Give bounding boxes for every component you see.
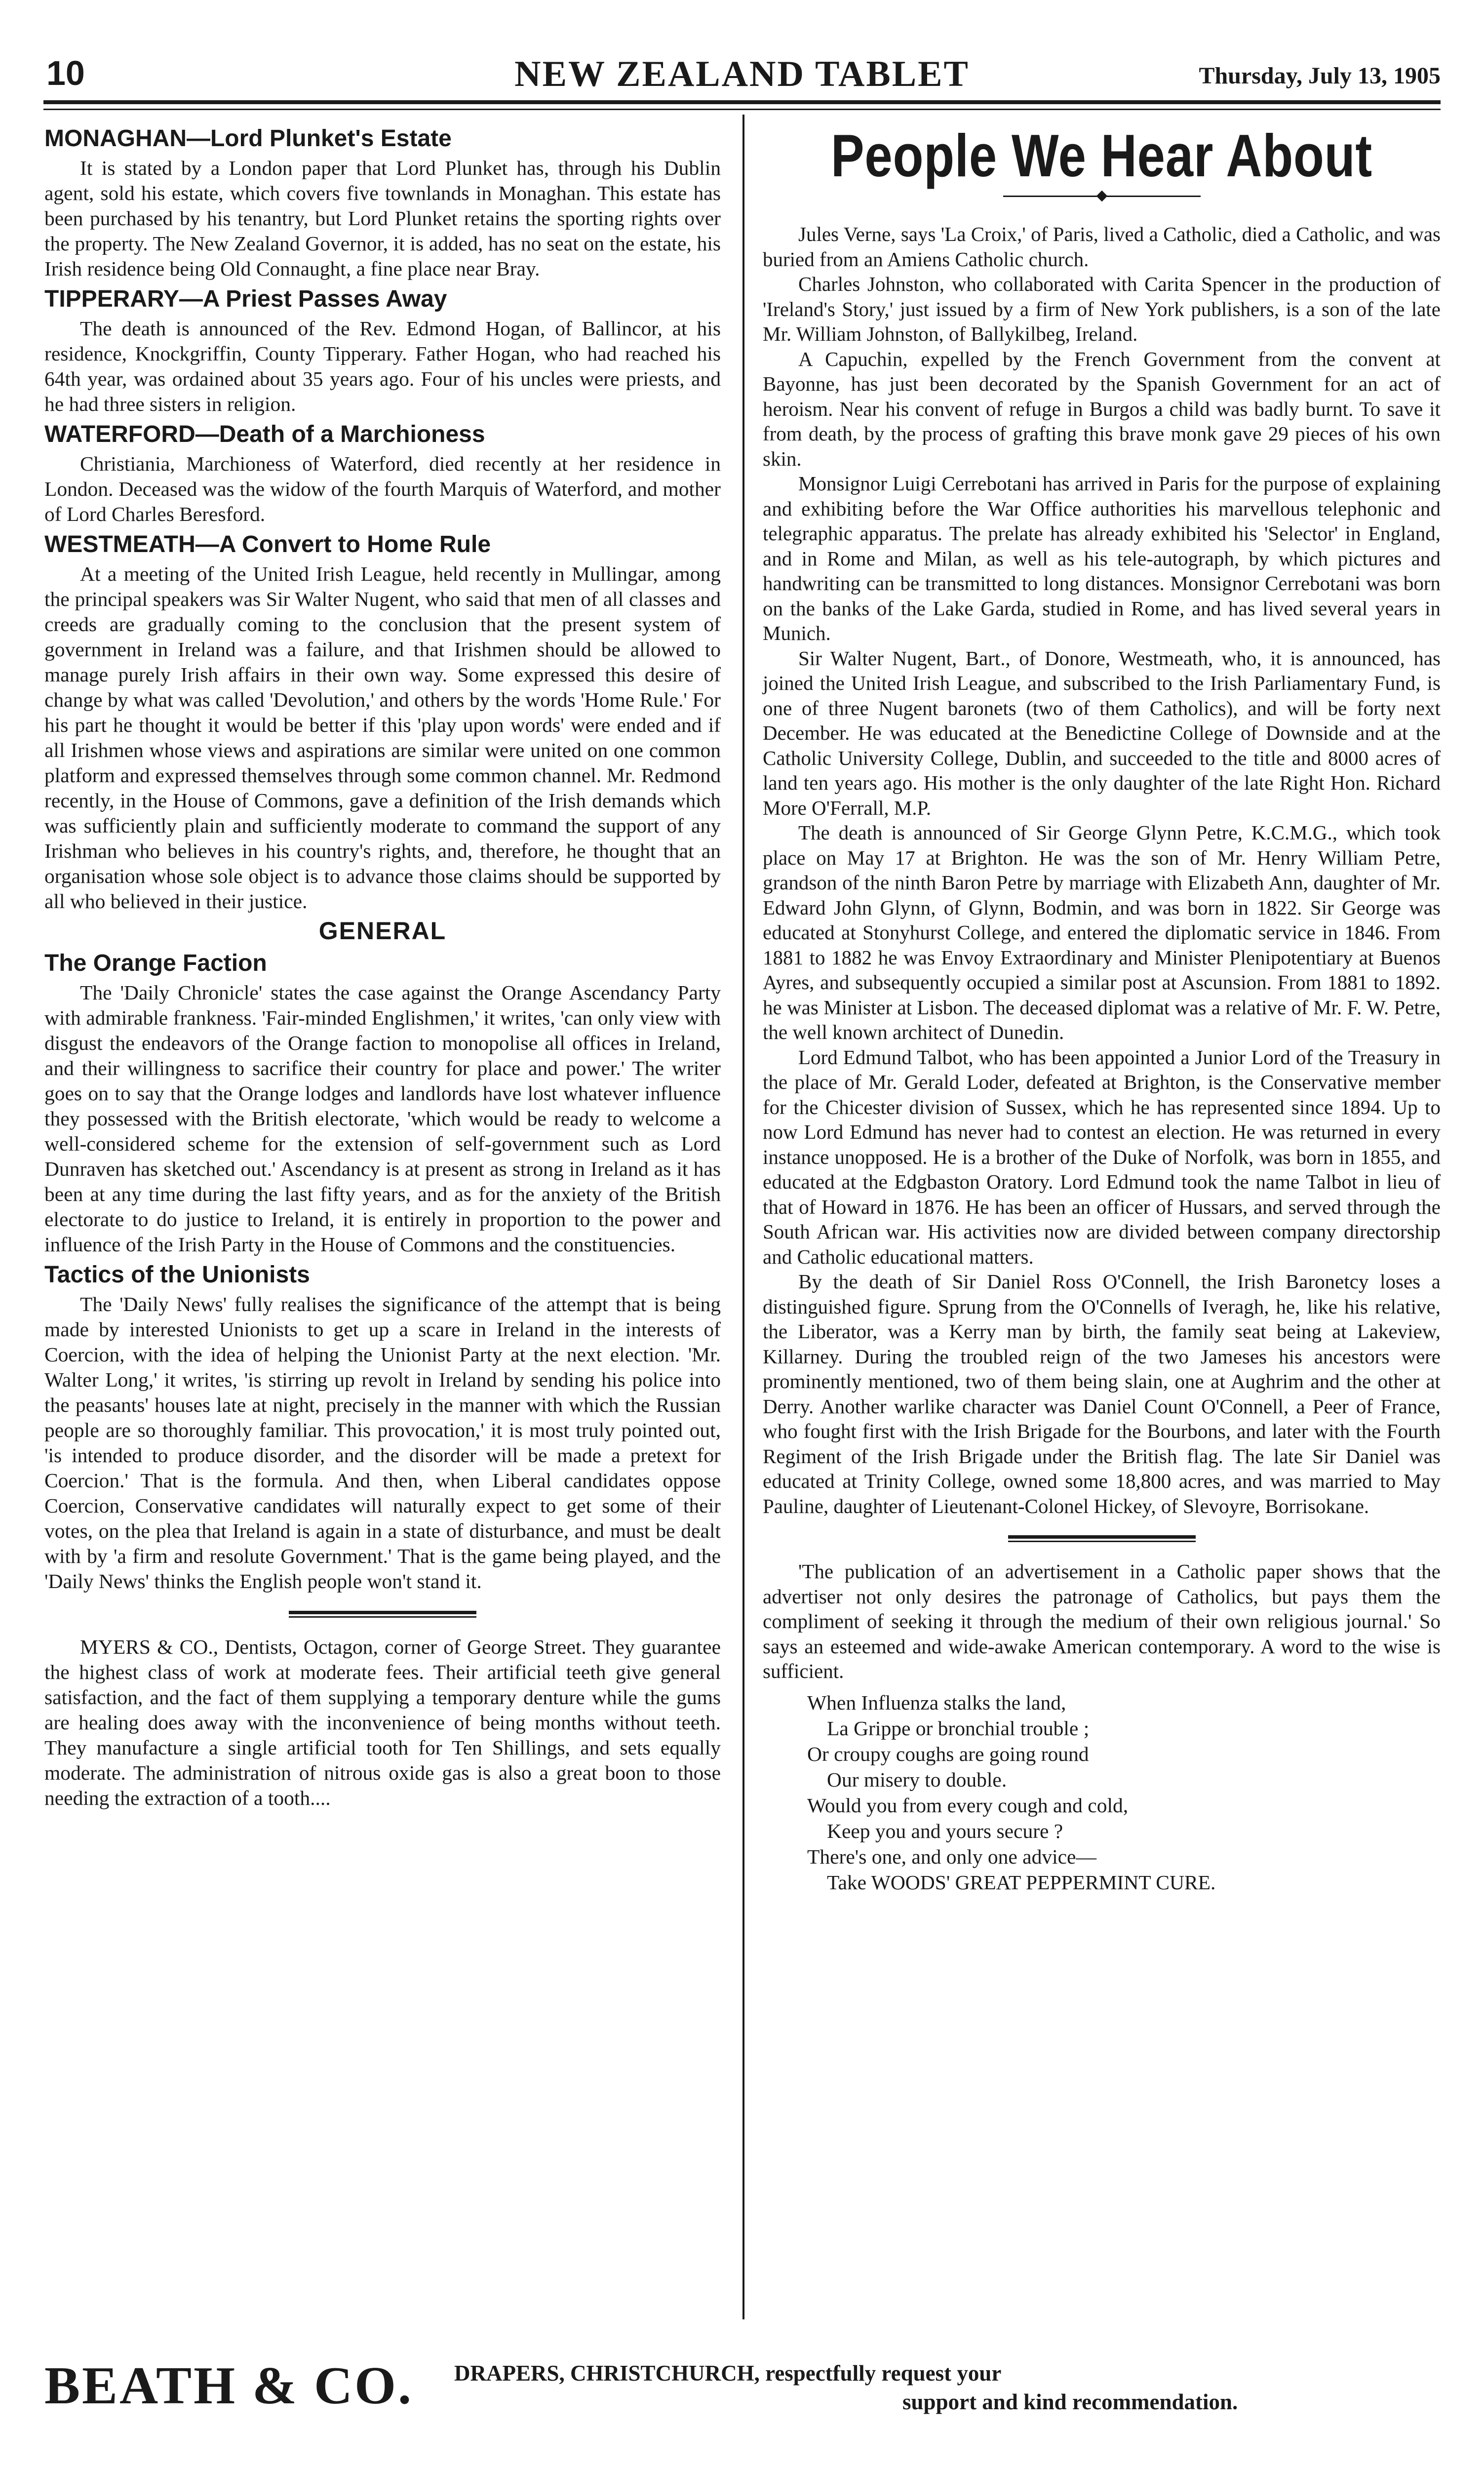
poem-line: When Influenza stalks the land, xyxy=(807,1691,1066,1714)
orange-faction-heading: The Orange Faction xyxy=(44,950,267,976)
beath-tagline-2: support and kind recommendation. xyxy=(902,2389,1238,2414)
tipperary-heading: TIPPERARY—A Priest Passes Away xyxy=(44,286,447,312)
westmeath-heading: WESTMEATH—A Convert to Home Rule xyxy=(44,531,491,558)
paragraph-daniel-oconnell: By the death of Sir Daniel Ross O'Connell, the Irish Baronetcy loses a distinguished figure. Sprung from the O'Connells of Iveragh, he, like his relative, the Liberator, was a Kerry man by birth, the family seat being at Lakeview, Killarney. During the troubled reign of the two Jameses his ancestors were prominently mentioned, two of them being slain, one at Aughrim and the other at Derry. Another warlike character was Daniel Count O'Connell, a Peer of France, who fought first with the Irish Brigade for the Bourbons, and later with the Fourth Regiment of the Irish Brigade under the British flag. The late Sir Daniel was educated at Trinity College, owned some 18,800 acres, and was married to May Pauline, daughter of Lieutenant-Colonel Hickey, of Slevoyre, Borrisokane. xyxy=(763,1270,1441,1517)
left-column xyxy=(44,121,721,1811)
paragraph-charles-johnston: Charles Johnston, who collaborated with Carita Spencer in the production of 'Ireland's Story,' just issued by a firm of New York publishers, is a son of the late Mr. William Johnston, of Ballykilbeg, Ireland. xyxy=(763,273,1441,345)
separator-rule xyxy=(289,1611,476,1614)
woods-ad-intro: 'The publication of an advertisement in a Catholic paper shows that the advertiser not only desires the patronage of Catholics, but pays them the compliment of seeking it through the medium of their own religious journal.' So says an esteemed and wide-awake American contemporary. A word to the wise is sufficient. xyxy=(763,1560,1441,1682)
waterford-heading: WATERFORD—Death of a Marchioness xyxy=(44,421,485,447)
monaghan-heading: MONAGHAN—Lord Plunket's Estate xyxy=(44,125,452,152)
poem-line: Take WOODS' GREAT PEPPERMINT CURE. xyxy=(827,1871,1216,1894)
title-ornament xyxy=(763,192,1441,200)
separator-rule-thin xyxy=(1008,1541,1196,1542)
paragraph-glynn-petre: The death is announced of Sir George Glynn Petre, K.C.M.G., which took place on May 17 at Brighton. He was the son of Mr. Henry William Petre, grandson of the ninth Baron Petre by marriage with Elizabeth Ann, daughter of Mr. Edward John Glynn, of Glynn, Bodmin, and was born in 1822. Sir George was educated at Stonyhurst College, and entered the diplomatic service in 1846. From 1881 to 1882 he was Envoy Extraordinary and Minister Plenipotentiary at Buenos Ayres, and subsequently occupied a similar post at Ascunsion. From 1881 to 1892. he was Minister at Lisbon. The deceased diplomat was a relative of Mr. F. W. Petre, the well known architect of Dunedin. xyxy=(763,821,1441,1043)
paragraph-jules-verne: Jules Verne, says 'La Croix,' of Paris, lived a Catholic, died a Catholic, and was buried from an Amiens Catholic church. xyxy=(763,223,1441,271)
beath-tagline-1: DRAPERS, CHRISTCHURCH, respectfully request your xyxy=(454,2361,1002,2386)
paragraph-cerrebotani: Monsignor Luigi Cerrebotani has arrived in Paris for the purpose of explaining and exhibiting before the War Office authorities his marvellous telephonic and telegraphic apparatus. The prelate has already exhibited his 'Selector' in England, and in Rome and Milan, as well as his tele-autograph, by which pictures and handwriting can be transmitted to long distances. Monsignor Cerrebotani was born on the banks of the Lake Garda, studied in Rome, and has lived several years in Munich. xyxy=(763,472,1441,644)
paragraph-capuchin: A Capuchin, expelled by the French Government from the convent at Bayonne, has just been decorated by the Spanish Government for an act of heroism. Near his convent of refuge in Burgos a child was badly burnt. To save it from death, by the process of grafting this brave monk gave 29 pieces of his own skin. xyxy=(763,347,1441,470)
unionist-tactics-heading: Tactics of the Unionists xyxy=(44,1262,310,1288)
beath-brand: BEATH & CO. xyxy=(44,2356,414,2415)
poem-line: There's one, and only one advice— xyxy=(807,1845,1096,1868)
peppermint-cure-poem xyxy=(763,1690,1441,1895)
poem-line: La Grippe or bronchial trouble ; xyxy=(827,1716,1090,1740)
issue-date: Thursday, July 13, 1905 xyxy=(1199,63,1441,89)
paragraph-edmund-talbot: Lord Edmund Talbot, who has been appointed a Junior Lord of the Treasury in the place of Mr. Gerald Loder, defeated at Brighton, is the Conservative member for the Chicester division of Sussex, which he has represented since 1894. Up to now Lord Edmund has never had to contest an election. He was returned in every instance unopposed. He is a brother of the Duke of Norfolk, was born in 1855, and educated at the Edgbaston Oratory. Lord Edmund took the name Talbot in lieu of that of Howard in 1876. He has been an officer of Hussars, and served through the South African war. His activities now are divided between company directorship and Catholic educational matters. xyxy=(763,1045,1441,1268)
poem-line: Or croupy coughs are going round xyxy=(807,1742,1089,1765)
tipperary-article: The death is announced of the Rev. Edmond Hogan, of Ballincor, at his residence, Knockgriffin, County Tipperary. Father Hogan, who had reached his 64th year, was ordained about 35 years ago. Four of his uncles were priests, and he had three sisters in religion. xyxy=(44,317,721,415)
masthead xyxy=(43,49,1441,96)
poem-line: Would you from every cough and cold, xyxy=(807,1793,1129,1817)
orange-faction-article: The 'Daily Chronicle' states the case against the Orange Ascendancy Party with admirable frankness. 'Fair-minded Englishmen,' it writes, 'can only view with disgust the endeavors of the Orange faction to monopolise all offices in Ireland, and their willingness to sacrifice their country for place and power.' The writer goes on to say that the Orange lodges and landlords have lost whatever influence they possessed with the British electorate, 'which would be ready to welcome a well-considered scheme for the extension of self-government such as Lord Dunraven has sketched out.' Ascendancy is at present as strong in Ireland as it has been at any time during the last fifty years, and as for the anxiety of the British electorate to do justice to Ireland, it is entirely in proportion to the power and influence of the Irish Party in the House of Commons and the constituencies. xyxy=(44,981,721,1256)
separator-rule-thin xyxy=(289,1616,476,1618)
masthead-rule-thin xyxy=(43,109,1441,110)
general-heading: GENERAL xyxy=(318,917,447,945)
masthead-rule-thick xyxy=(43,100,1441,104)
poem-line: Our misery to double. xyxy=(827,1768,1007,1791)
column-divider xyxy=(742,115,744,2319)
publication-title: NEW ZEALAND TABLET xyxy=(514,54,970,94)
separator-rule xyxy=(1008,1535,1196,1539)
myers-dentists-ad: MYERS & CO., Dentists, Octagon, corner of George Street. They guarantee the highest class of work at moderate fees. Their artificial teeth give general satisfaction, and the fact of them supplying a temporary denture while the gums are healing does away with the inconvenience of being months without teeth. They manufacture a single artificial tooth for Ten Shillings, and sets equally moderate. The administration of nitrous oxide gas is also a great boon to those needing the extraction of a tooth.... xyxy=(44,1635,721,1809)
unionist-tactics-article: The 'Daily News' fully realises the significance of the attempt that is being made by interested Unionists to get up a scare in Ireland in the interests of Coercion, with the idea of helping the Unionist Party at the next election. 'Mr. Walter Long,' it writes, 'is stirring up revolt in Ireland by sending his police into the peasants' houses late at night, precisely in the manner with which the Russian people are so thoroughly familiar. This provocation,' it is most truly pointed out, 'is intended to produce disorder, and the disorder will be made a pretext for Coercion.' That is the formula. And then, when Liberal candidates oppose Coercion, Conservative candidates will naturally expect to get some of their votes, on the plea that Ireland is again in a state of disturbance, and must be dealt with by 'a firm and resolute Government.' That is the game being played, and the 'Daily News' thinks the English people won't stand it. xyxy=(44,1293,721,1593)
waterford-article: Christiania, Marchioness of Waterford, died recently at her residence in London. Deceased was the widow of the fourth Marquis of Waterford, and mother of Lord Charles Beresford. xyxy=(44,452,721,525)
poem-line: Keep you and yours secure ? xyxy=(827,1819,1063,1842)
paragraph-walter-nugent: Sir Walter Nugent, Bart., of Donore, Westmeath, who, it is announced, has joined the United Irish League, and subscribed to the Irish Parliamentary Fund, is one of three Nugent baronets (two of them Catholics), and will be forty next December. He was educated at the Benedictine College of Downside and at the Catholic University College, Dublin, and succeeded to the title and 8000 acres of land ten years ago. His mother is the only daughter of the late Right Hon. Richard More O'Ferrall, M.P. xyxy=(763,646,1441,819)
beath-advertisement xyxy=(44,2356,1442,2430)
page-number: 10 xyxy=(46,54,85,92)
right-column xyxy=(763,121,1441,1895)
westmeath-article: At a meeting of the United Irish League, held recently in Mullingar, among the principal speakers was Sir Walter Nugent, who said that men of all classes and creeds are gradually coming to the conclusion that the present system of government in Ireland was a failure, and that Irishmen should be allowed to manage purely Irish affairs in their own way. Some expressed this desire of change by what was called 'Devolution,' and others by the words 'Home Rule.' For his part he thought it would be better if this 'play upon words' were ended and if all Irishmen whose views and aspirations are similar were united on one common platform and expressed themselves through some common channel. Mr. Redmond recently, in the House of Commons, gave a definition of the Irish demands which was sufficiently plain and sufficiently moderate to command the support of any Irishman who believes in his country's rights, and, therefore, he thought that an organisation whose sole object is to advance those claims should be supported by all who believed in their justice. xyxy=(44,562,721,913)
people-we-hear-about-title: People We Hear About xyxy=(831,122,1372,189)
monaghan-article: It is stated by a London paper that Lord Plunket has, through his Dublin agent, sold his estate, which covers five townlands in Monaghan. This estate has been purchased by his tenantry, but Lord Plunket retains the sporting rights over the property. The New Zealand Governor, it is added, has no seat on the estate, his Irish residence being Old Connaught, a fine place near Bray. xyxy=(44,157,721,280)
